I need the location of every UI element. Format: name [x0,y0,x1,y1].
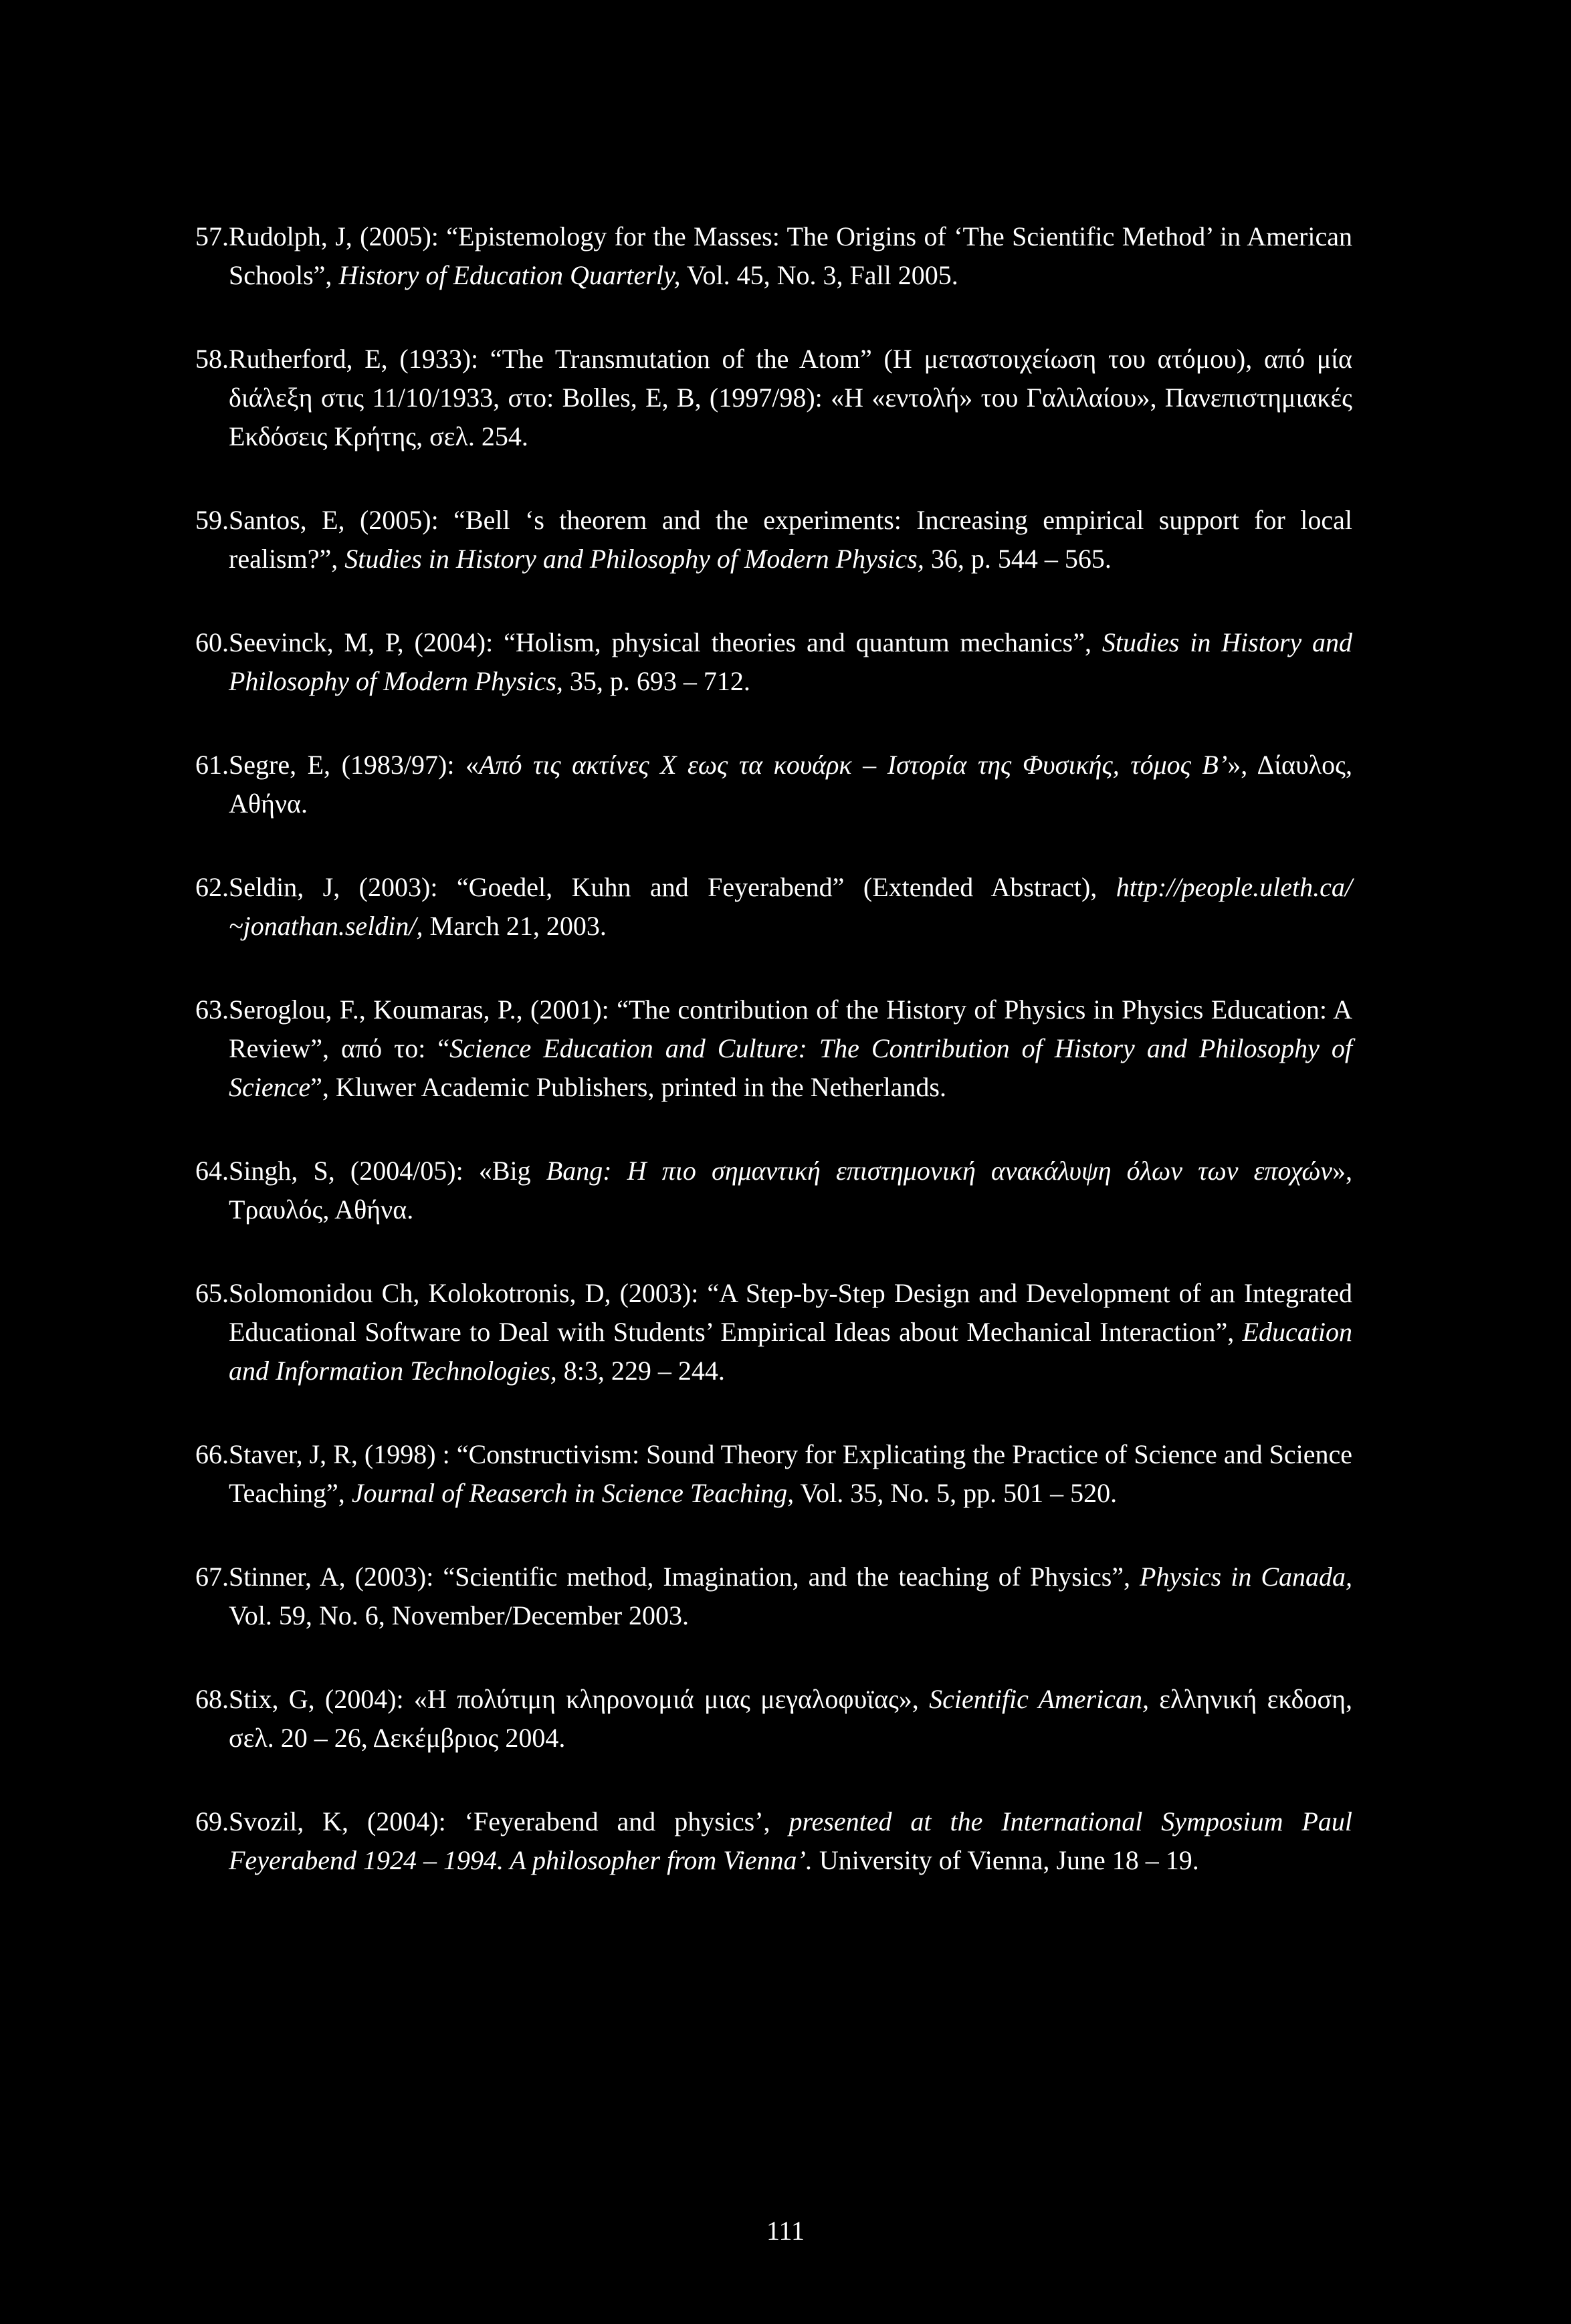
reference-text: Staver, J, R, (1998) : “Constructivism: Sound Theory for Explicating the Practice of Science and Science Teaching”, [229,1439,1352,1508]
reference-text: », Τραυλός, Αθήνα. [229,1156,1352,1225]
reference-text: ελληνική εκδοση, σελ. 20 – 26, Δεκέμβριος 2004. [229,1684,1353,1753]
reference-entry [195,340,1352,456]
reference-entry [195,1558,1352,1635]
reference-text: Seroglou, F., Koumaras, P., (2001): “The contribution of the History of Physics in Physics Education: A Review”, από το: “ [229,994,1352,1063]
reference-text: Seevinck, M, P, (2004): “Holism, physical theories and quantum mechanics”, [229,627,1102,657]
reference-title: Studies in History and Philosophy of Modern Physics, [229,627,1352,696]
reference-number: 63. [195,994,229,1025]
reference-number: 65. [195,1278,229,1308]
reference-title: Bang: Η πιο σημαντική επιστημονική ανακάλυψη όλων των εποχών [546,1156,1332,1186]
reference-text: Segre, E, (1983/97): « [229,750,479,780]
reference-entry [195,1152,1352,1229]
reference-number: 60. [195,627,229,657]
reference-number: 69. [195,1806,229,1836]
reference-number: 66. [195,1439,229,1469]
reference-text: Stix, G, (2004): «Η πολύτιμη κληρονομιά μιας μεγαλοφυϊας», [229,1684,930,1714]
reference-title: Education and Information Technologies, [229,1317,1352,1386]
reference-text: », Δίαυλος, Αθήνα. [229,750,1352,819]
page-number: 111 [766,2216,805,2246]
reference-entry [195,1680,1352,1758]
reference-text: Seldin, J, (2003): “Goedel, Kuhn and Feyerabend” (Extended Abstract), [229,872,1116,902]
reference-text: Rutherford, E, (1933): “The Transmutation of the Atom” (Η μεταστοιχείωση του ατόμου), από μία διάλεξη στις 11/10/1933, στο: Bolles, E, B, (1997/98): «Η «εντολή» του Γαλιλαίου», Πανεπιστημιακές Εκδόσεις Κρήτης, σελ. 254. [229,344,1352,451]
reference-list [195,217,1352,1925]
reference-number: 64. [195,1156,229,1186]
reference-text: Vol. 35, No. 5, pp. 501 – 520. [794,1478,1118,1508]
reference-number: 68. [195,1684,229,1714]
reference-number: 67. [195,1562,229,1592]
reference-number: 59. [195,505,229,535]
reference-number: 57. [195,221,229,251]
reference-text: 8:3, 229 – 244. [556,1356,725,1386]
reference-text: March 21, 2003. [423,911,607,941]
reference-number: 62. [195,872,229,902]
reference-number: 61. [195,750,229,780]
reference-text: Singh, S, (2004/05): «Big [229,1156,546,1186]
reference-entry [195,990,1352,1107]
reference-text: Vol. 59, No. 6, November/December 2003. [229,1600,690,1630]
reference-text: ”, Kluwer Academic Publishers, printed in the Netherlands. [310,1072,946,1102]
reference-entry [195,746,1352,823]
reference-title: Journal of Reaserch in Science Teaching, [351,1478,795,1508]
reference-text: Rudolph, J, (2005): “Epistemology for the Masses: The Origins of ‘The Scientific Method’ in American Schools”, [229,221,1352,290]
reference-number: 58. [195,344,229,374]
reference-text: Santos, E, (2005): “Bell ‘s theorem and the experiments: Increasing empirical support for local realism?”, [229,505,1352,574]
reference-title: History of Education Quarterly, [338,260,681,290]
reference-title: Από τις ακτίνες X εως τα κουάρκ – Ιστορία της Φυσικής, τόμος Β’ [478,750,1228,780]
reference-text: University of Vienna, June 18 – 19. [812,1845,1199,1875]
reference-entry [195,1274,1352,1390]
reference-title: Scientific American, [929,1684,1149,1714]
reference-title: Science Education and Culture: The Contribution of History and Philosophy of Science [229,1033,1352,1102]
reference-entry [195,501,1352,578]
reference-text: Svozil, K, (2004): ‘Feyerabend and physics’, [229,1806,789,1836]
reference-entry [195,1435,1352,1513]
reference-title: Physics in Canada, [1140,1562,1352,1592]
reference-text: Stinner, A, (2003): “Scientific method, Imagination, and the teaching of Physics”, [229,1562,1140,1592]
reference-entry [195,868,1352,946]
reference-entry [195,217,1352,295]
reference-url[interactable]: http://people.uleth.ca/ ~jonathan.seldin/, [229,872,1352,941]
reference-title: Studies in History and Philosophy of Modern Physics, [344,544,924,574]
reference-text: Vol. 45, No. 3, Fall 2005. [680,260,958,290]
reference-text: Solomonidou Ch, Kolokotronis, D, (2003): “A Step-by-Step Design and Development of an Integrated Educational Software to Deal with Students’ Empirical Ideas about Mechanical Interaction”, [229,1278,1352,1347]
reference-text: 36, p. 544 – 565. [924,544,1112,574]
reference-entry [195,1802,1352,1880]
reference-text: 35, p. 693 – 712. [562,666,750,696]
reference-entry [195,623,1352,701]
reference-title: presented at the International Symposium Paul Feyerabend 1924 – 1994. A philosopher from Vienna’. [229,1806,1353,1875]
